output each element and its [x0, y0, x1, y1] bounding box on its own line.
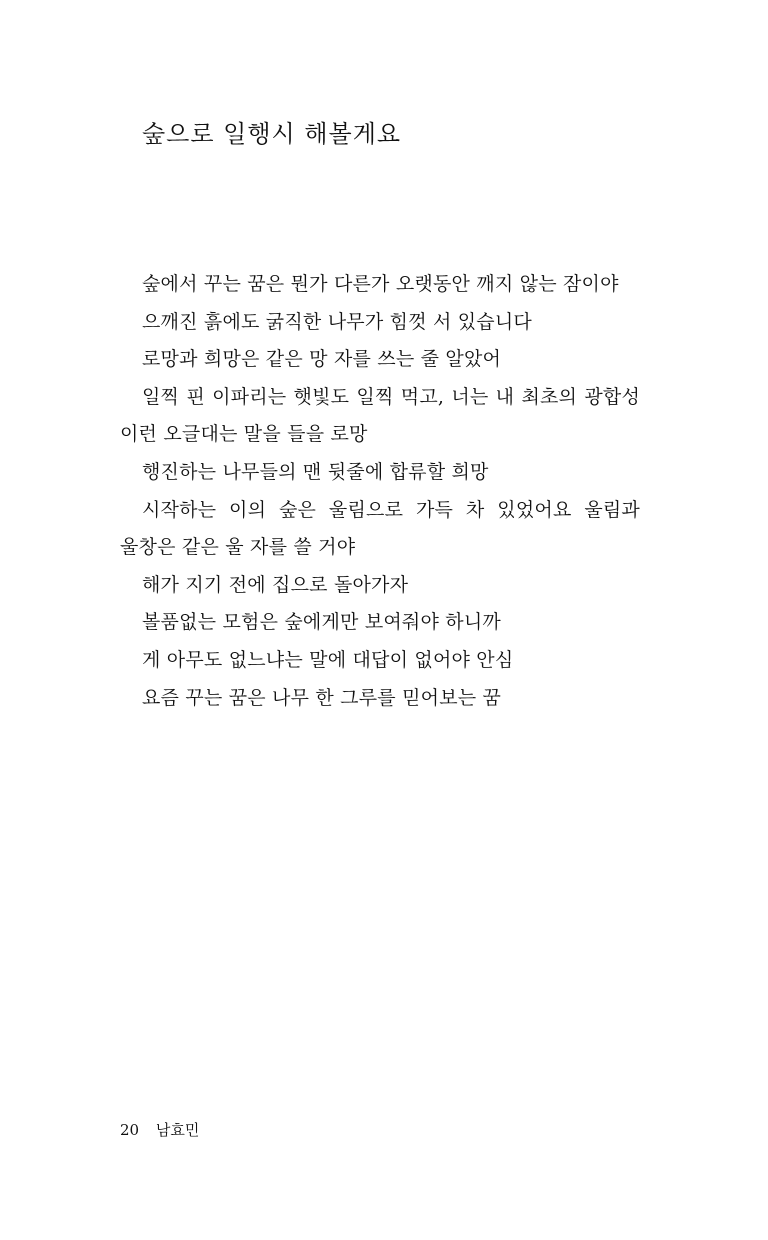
page-footer — [120, 1120, 199, 1140]
poem-title: 숲으로 일행시 해볼게요 — [142, 120, 402, 148]
poem-line: 요즘 꾸는 꿈은 나무 한 그루를 믿어보는 꿈 — [142, 686, 502, 709]
poem-line: 게 아무도 없느냐는 말에 대답이 없어야 안심 — [142, 648, 514, 671]
poem-line: 행진하는 나무들의 맨 뒷줄에 합류할 희망 — [142, 460, 489, 483]
poem-line: 로망과 희망은 같은 망 자를 쓰는 줄 알았어 — [142, 348, 502, 371]
poem-body — [120, 266, 640, 717]
poem-line: 해가 지기 전에 집으로 돌아가자 — [142, 573, 409, 596]
poem-line: 볼품없는 모험은 숲에게만 보여줘야 하니까 — [142, 611, 501, 634]
poem-line: 시작하는 이의 숲은 울림으로 가득 차 있었어요 울림과 울창은 같은 울 자를 쓸 거야 — [120, 498, 640, 559]
author-name: 남효민 — [155, 1121, 200, 1139]
poem-line: 숲에서 꾸는 꿈은 뭔가 다른가 오랫동안 깨지 않는 잠이야 — [142, 273, 619, 295]
page-number: 20 — [120, 1121, 140, 1139]
poem-line: 으깨진 흙에도 굵직한 나무가 힘껏 서 있습니다 — [142, 310, 532, 333]
poem-line: 일찍 핀 이파리는 햇빛도 일찍 먹고, 너는 내 최초의 광합성 이런 오글대는 말을 들을 로망 — [120, 385, 640, 446]
